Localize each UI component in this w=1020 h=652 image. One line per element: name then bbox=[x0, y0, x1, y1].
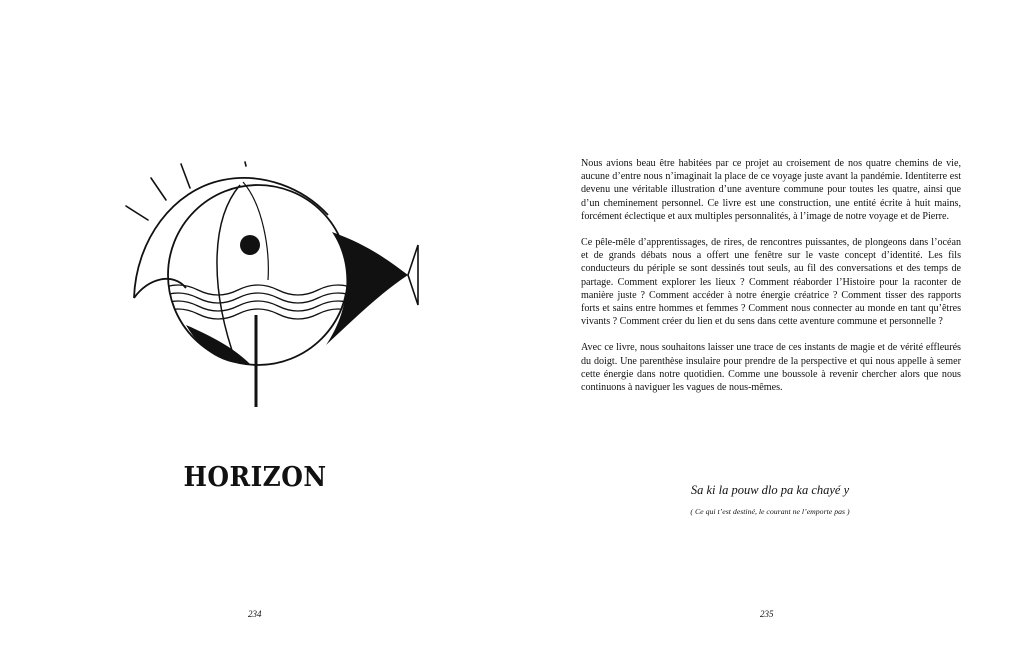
paragraph-3: Avec ce livre, nous souhaitons laisser une trace de ces instants de magie et de vérité effleurés du doigt. Une parenthèse insulaire pour prendre de la perspective et qui nous appelle à semer cette énergie dans notre quotidien. Comme une boussole à revenir chercher alors que nous continuons à naviguer les vagues de nous-mêmes. bbox=[581, 342, 961, 394]
right-page bbox=[510, 0, 1020, 652]
paragraph-2: Ce pêle-mêle d’apprentissages, de rires, de rencontres puissantes, de plongeons dans l’océan et de grands débats nous a offert une fenêtre sur le vaste concept d’identité. Les fils conducteurs du périple se sont dessinés tout seuls, au fil des conversations et des temps de partage. Comment explorer les lieux ? Comment réaborder l’Histoire pour la raconter de manière juste ? Comment accéder à notre énergie créatrice ? Comment tisser des rapports forts et sains entre hommes et femmes ? Comment nous connecter au monde en tant qu’êtres vivants ? Comment créer du lien et du sens dans cette aventure commune et personnelle ? bbox=[581, 237, 961, 328]
page-number-left: 234 bbox=[248, 609, 262, 619]
chapter-title: HORIZON bbox=[183, 462, 327, 493]
proverb-quote: Sa ki la pouw dlo pa ka chayé y bbox=[690, 483, 850, 497]
eye-fish-horizon-icon bbox=[118, 150, 428, 415]
proverb-translation: ( Ce qui t’est destiné, le courant ne l’emporte pas ) bbox=[690, 507, 850, 516]
page-number-right: 235 bbox=[760, 609, 774, 619]
body-text bbox=[581, 157, 961, 407]
paragraph-1: Nous avions beau être habitées par ce projet au croisement de nos quatre chemins de vie, aucune d’entre nous n’imaginait la place de ce voyage juste avant la pandémie. Identiterre est devenu une véritable illustration d’une aventure commune pour toutes les quatre, ainsi que d’un cheminement personnel. Ce livre est une construction, une entité écrite à huit mains, forcément éclectique et aux multiples personnalités, à l’image de notre voyage et de Pierre. bbox=[581, 158, 961, 222]
